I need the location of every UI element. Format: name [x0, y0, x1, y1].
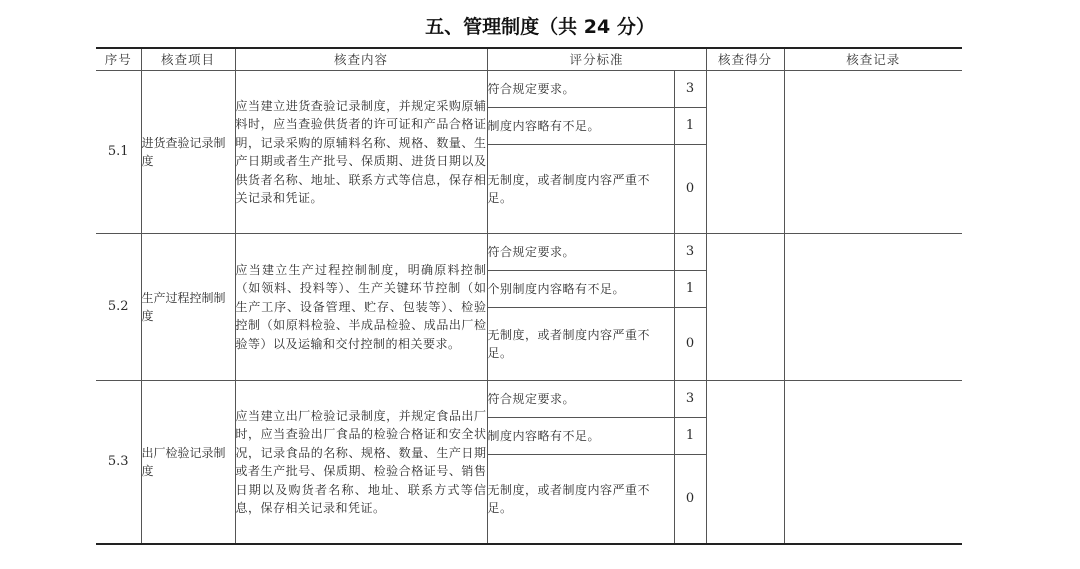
header-score: 核查得分: [706, 48, 784, 71]
criteria-text: 无制度，或者制度内容严重不足。: [487, 308, 674, 381]
row-item: 进货查验记录制度: [141, 71, 235, 234]
criteria-text: 无制度，或者制度内容严重不足。: [487, 145, 674, 234]
score-cell[interactable]: [706, 381, 784, 545]
inspection-table: [96, 47, 962, 545]
header-record: 核查记录: [784, 48, 962, 71]
criteria-points: 0: [674, 145, 706, 234]
row-index: 5.1: [96, 71, 141, 234]
criteria-text: 符合规定要求。: [487, 234, 674, 271]
criteria-text: 符合规定要求。: [487, 381, 674, 418]
record-cell[interactable]: [784, 234, 962, 381]
criteria-points: 0: [674, 308, 706, 381]
score-cell[interactable]: [706, 234, 784, 381]
criteria-points: 0: [674, 455, 706, 545]
page-title: 五、管理制度（共 24 分）: [425, 16, 655, 38]
criteria-text: 符合规定要求。: [487, 71, 674, 108]
criteria-points: 1: [674, 108, 706, 145]
criteria-points: 3: [674, 71, 706, 108]
row-content: 应当建立生产过程控制制度，明确原料控制（如领料、投料等）、生产关键环节控制（如生产工序、设备管理、贮存、包装等）、检验控制（如原料检验、半成品检验、成品出厂检验等）以及运输和交付控制的相关要求。: [235, 234, 487, 381]
row-content: 应当建立出厂检验记录制度，并规定食品出厂时，应当查验出厂食品的检验合格证和安全状况，记录食品的名称、规格、数量、生产日期或者生产批号、保质期、检验合格证号、销售日期以及购货者名称、地址、联系方式等信息，保存相关记录和凭证。: [235, 381, 487, 545]
table-row: [96, 381, 962, 418]
criteria-points: 1: [674, 271, 706, 308]
row-index: 5.3: [96, 381, 141, 545]
header-item: 核查项目: [141, 48, 235, 71]
row-item: 生产过程控制制度: [141, 234, 235, 381]
criteria-text: 个别制度内容略有不足。: [487, 271, 674, 308]
criteria-text: 制度内容略有不足。: [487, 418, 674, 455]
criteria-points: 1: [674, 418, 706, 455]
criteria-points: 3: [674, 381, 706, 418]
criteria-text: 制度内容略有不足。: [487, 108, 674, 145]
header-criteria: 评分标准: [487, 48, 706, 71]
row-index: 5.2: [96, 234, 141, 381]
header-content: 核查内容: [235, 48, 487, 71]
table-row: [96, 234, 962, 271]
record-cell[interactable]: [784, 71, 962, 234]
row-content: 应当建立进货查验记录制度，并规定采购原辅料时，应当查验供货者的许可证和产品合格证明，记录采购的原辅料名称、规格、数量、生产日期或者生产批号、保质期、进货日期以及供货者名称、地址、联系方式等信息，保存相关记录和凭证。: [235, 71, 487, 234]
table-row: [96, 71, 962, 108]
header-index: 序号: [96, 48, 141, 71]
header-row: [96, 48, 962, 71]
criteria-points: 3: [674, 234, 706, 271]
row-item: 出厂检验记录制度: [141, 381, 235, 545]
criteria-text: 无制度，或者制度内容严重不足。: [487, 455, 674, 545]
score-cell[interactable]: [706, 71, 784, 234]
record-cell[interactable]: [784, 381, 962, 545]
